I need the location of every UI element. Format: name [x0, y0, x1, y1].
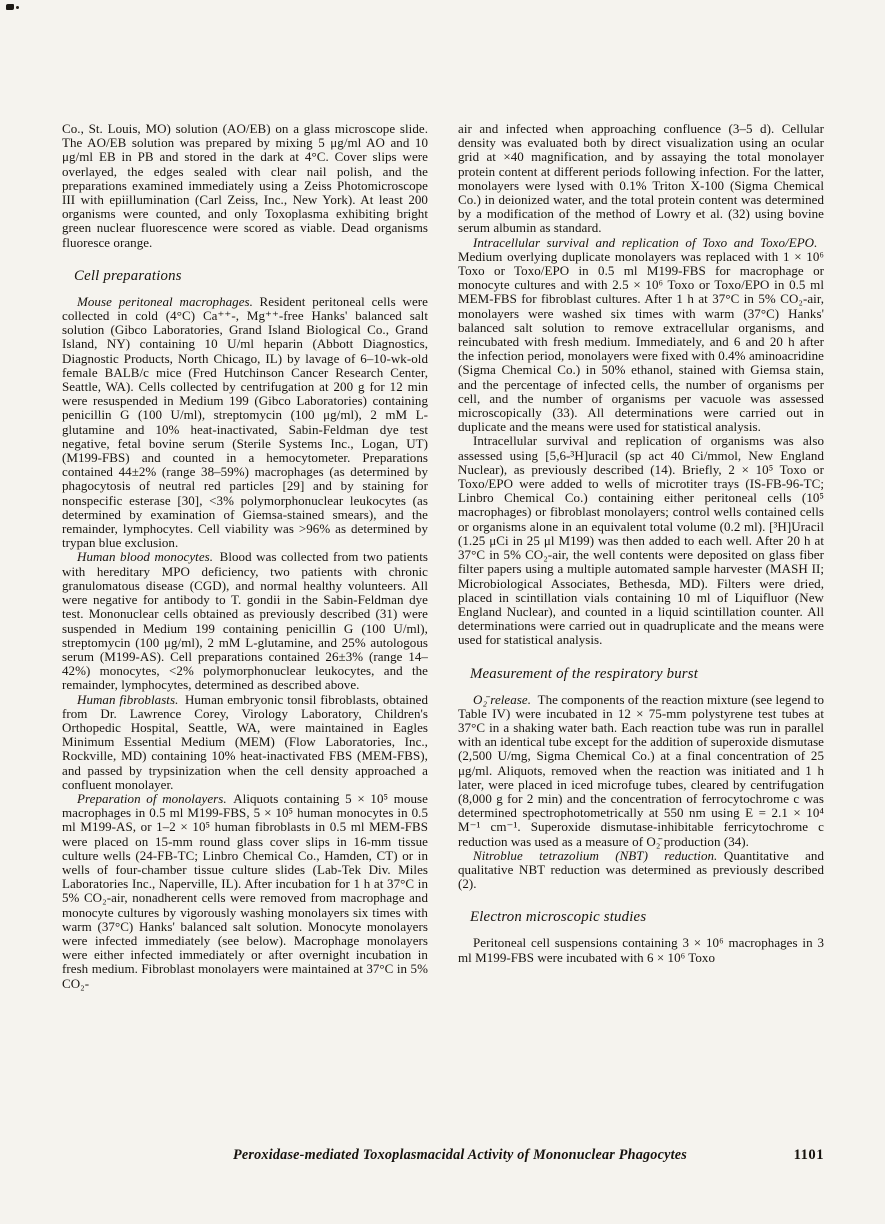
paragraph-uracil-assay: Intracellular survival and replication of organisms was also assessed using [5,6-³H]uracil (sp act 40 Ci/mmol, New England Nuclear), as previously described (14). Briefly, 2 × 10⁵ Toxo or Toxo/EPO were added to wells of microtiter trays (IS-FB-96-TC; Linbro Chemical Co.) containing either peritoneal cells (10⁵ macrophages) or fibroblast monolayers; control wells contained cells or organisms alone in an equivalent total volume (0.2 ml). [³H]Uracil (1.25 μCi in 25 μl M199) was then added to each well. After 20 h at 37°C in 5% CO₂-air, the well contents were deposited on glass fiber filter papers using a multiple automated sample harvester (MASH II; Microbiological Associates, Bethesda, MD). Filters were dried, placed in scintillation vials containing 10 ml of Liquifluor (New England Nuclear), and counted in a liquid scintillation counter. All determinations were carried out in quadruplicate and the means were used for statistical analysis. — [458, 433, 824, 648]
paragraph-mouse-peritoneal-macrophages — [62, 295, 428, 551]
paragraph-fibroblast-continuation: air and infected when approaching confluence (3–5 d). Cellular density was evaluated both by direct visualization using an ocular grid at ×40 magnification, and by assaying the total monolayer protein content at different periods following infection. For the latter, monolayers were lysed with 0.1% Triton X-100 (Sigma Chemical Co.) in deionized water, and the total protein content was determined by a modification of the method of Lowry et al. (32) using bovine serum albumin as standard. — [458, 121, 824, 236]
paragraph-text: The components of the reaction mixture (see legend to Table IV) were incubated in 12 × 75-mm polystyrene test tubes at 37°C in a shaking water bath. Each reaction tube was run in parallel with an identical tube except for the addition of superoxide dismutase (2,500 U/mg, Sigma Chemical Co.) at a final concentration of 25 μg/ml. Aliquots, removed when the reaction was initiated and 1 h later, were placed in iced microfuge tubes, cleared by centrifugation (8,000 g for 2 min) and the concentration of ferrocytochrome c was determined spectrophotometrically at 550 nm using E = 2.1 × 10⁴ M⁻¹ cm⁻¹. Superoxide dismutase-inhibitable ferricytochrome c reduction was used as a measure of O₂̄ production (34). — [458, 691, 825, 849]
right-column — [458, 122, 824, 991]
left-column — [62, 122, 428, 991]
paragraph-text: Medium overlying duplicate monolayers was replaced with 1 × 10⁶ Toxo or Toxo/EPO in 0.5 ml M199-FBS for macrophage or monocyte cultures and with 2.5 × 10⁶ Toxo or Toxo/EPO in 0.5 ml MEM-FBS for fibroblast cultures. After 1 h at 37°C in 5% CO₂-air, monolayers were washed six times with warm (37°C) Hanks' balanced salt solution to remove extracellular organisms, and reincubated with fresh medium. Immediately, and 6 and 20 h after the infection period, monolayers were fixed with 0.4% aminoacridine (Sigma Chemical Co.) in 50% ethanol, stained with Giemsa stain, and the percentage of infected cells, the number of organisms per cell, and the number of organisms per vacuole was assessed microscopically (33). All determinations were carried out in duplicate and the means were used for statistical analysis. — [458, 248, 824, 435]
paragraph-text: Quantitative and qualitative NBT reduction was determined as previously described (2). — [458, 847, 824, 892]
paragraph-preparation-of-monolayers — [62, 792, 428, 991]
page-footer — [62, 1147, 824, 1164]
section-heading-electron-microscopic-studies: Electron microscopic studies — [470, 909, 647, 926]
paragraph-text: Human embryonic tonsil fibroblasts, obtained from Dr. Lawrence Corey, Virology Laboratory, Children's Orthopedic Hospital, Seattle, WA, were maintained in Eagles Minimum Essential Medium (MEM) (Flow Laboratories, Inc., Rockville, MD) containing 10% heat-inactivated FBS (MEM-FBS), and passed by trypsinization when the cell density approached a confluent monolayer. — [62, 691, 428, 792]
run-in-heading-human-fibroblasts: Human fibroblasts. — [77, 691, 179, 707]
section-heading-respiratory-burst: Measurement of the respiratory burst — [470, 665, 699, 682]
paragraph-superoxide-release — [458, 693, 824, 849]
paragraph-electron-microscopy: Peritoneal cell suspensions containing 3 × 10⁶ macrophages in 3 ml M199-FBS were incubated with 6 × 10⁶ Toxo — [458, 935, 824, 965]
scan-artifact-icon — [6, 4, 14, 10]
paragraph-intracellular-survival — [458, 236, 824, 435]
paragraph-ao-eb-continuation: Co., St. Louis, MO) solution (AO/EB) on a glass microscope slide. The AO/EB solution was prepared by mixing 5 μg/ml AO and 10 μg/ml EB in PB and stored in the dark at 4°C. Cover slips were overlayed, the edges sealed with clear nail polish, and the preparations examined immediately using a Zeiss Photomicroscope III with epiillumination (Carl Zeiss, Inc., New York). At least 200 organisms were counted, and only Toxoplasma exhibiting bright green nuclear fluorescence were scored as viable. Dead organisms fluoresce orange. — [62, 121, 428, 250]
run-in-heading-superoxide-release: O₂̄ release. — [473, 691, 532, 707]
running-title: Peroxidase-mediated Toxoplasmacidal Activity of Mononuclear Phagocytes — [233, 1147, 687, 1163]
paragraph-nbt-reduction — [458, 849, 824, 892]
run-in-heading-preparation-of-monolayers: Preparation of monolayers. — [77, 790, 227, 806]
run-in-heading-nbt-reduction: Nitroblue tetrazolium (NBT) reduction. — [473, 847, 718, 863]
paragraph-human-fibroblasts — [62, 693, 428, 792]
paragraph-human-blood-monocytes — [62, 550, 428, 692]
run-in-heading-intracellular-survival: Intracellular survival and replication of Toxo and Toxo/EPO. — [473, 234, 818, 250]
run-in-heading-human-monocytes: Human blood monocytes. — [77, 549, 214, 565]
run-in-heading-mouse-macrophages: Mouse peritoneal macrophages. — [77, 293, 253, 309]
paragraph-text: Resident peritoneal cells were collected in cold (4°C) Ca⁺⁺-, Mg⁺⁺-free Hanks' balanced salt solution (Gibco Laboratories, Grand Island Biological Co., Grand Island, NY) containing 10 U/ml heparin (Abbott Diagnostics, Diagnostic Products, North Chicago, IL) by lavage of 6–10-wk-old female BALB/c mice (Fred Hutchinson Cancer Research Center, Seattle, WA). Cells collected by centrifugation at 200 g for 12 min were resuspended in Medium 199 (Gibco Laboratories) containing penicillin G (100 U/ml), streptomycin (100 μg/ml), 2 mM L-glutamine and 10% heat-inactivated, Sabin-Feldman dye test negative, fetal bovine serum (Sterile Systems Inc., Logan, UT) (M199-FBS) and counted in a hemocytometer. Preparations contained 44±2% (range 38–59%) macrophages (as determined by phagocytosis of neutral red particles [29] and by staining for nonspecific esterase [30], <3% polymorphonuclear leukocytes (as determined by examination of Giemsa-stained smears), and the remainder, lymphocytes. Cell viability was >96% as determined by trypan blue exclusion. — [62, 293, 428, 551]
section-heading-cell-preparations: Cell preparations — [74, 267, 182, 284]
page-number: 1101 — [793, 1146, 824, 1163]
paragraph-text: Aliquots containing 5 × 10⁵ mouse macrophages in 0.5 ml M199-FBS, 5 × 10⁵ human monocytes in 0.5 ml M199-AS, or 1–2 × 10⁵ human fibroblasts in 0.5 ml MEM-FBS were placed on 15-mm round glass cover slips in 16-mm tissue culture wells (24-FB-TC; Linbro Chemical Co., Hamden, CT) or in wells of four-chamber tissue culture slides (Lab-Tek Div. Miles Laboratories Inc., Naperville, IL). After incubation for 1 h at 37°C in 5% CO₂-air, nonadherent cells were removed from macrophage and monocyte cultures by vigorously washing monolayers six times with warm (37°C) Hanks' balanced salt solution. Monocyte monolayers were infected immediately (see below). Macrophage monolayers were either infected immediately or after overnight incubation in fresh medium. Fibroblast monolayers were maintained at 37°C in 5% CO₂- — [62, 790, 428, 991]
paragraph-text: Blood was collected from two patients with hereditary MPO deficiency, two patients with chronic granulomatous disease (CGD), and normal healthy volunteers. All were negative for antibody to T. gondii in the Sabin-Feldman dye test. Mononuclear cells obtained as previously described (31) were suspended in Medium 199 containing penicillin G (100 U/ml), streptomycin (100 μg/ml), 2 mM L-glutamine, and 25% autologous serum (M199-AS). Cell preparations contained 26±3% (range 14–42%) monocytes, <2% polymorphonuclear leukocytes, and the remainder, lymphocytes, determined as described above. — [62, 549, 428, 693]
scan-artifact-icon — [16, 6, 19, 9]
page-body — [62, 122, 824, 991]
